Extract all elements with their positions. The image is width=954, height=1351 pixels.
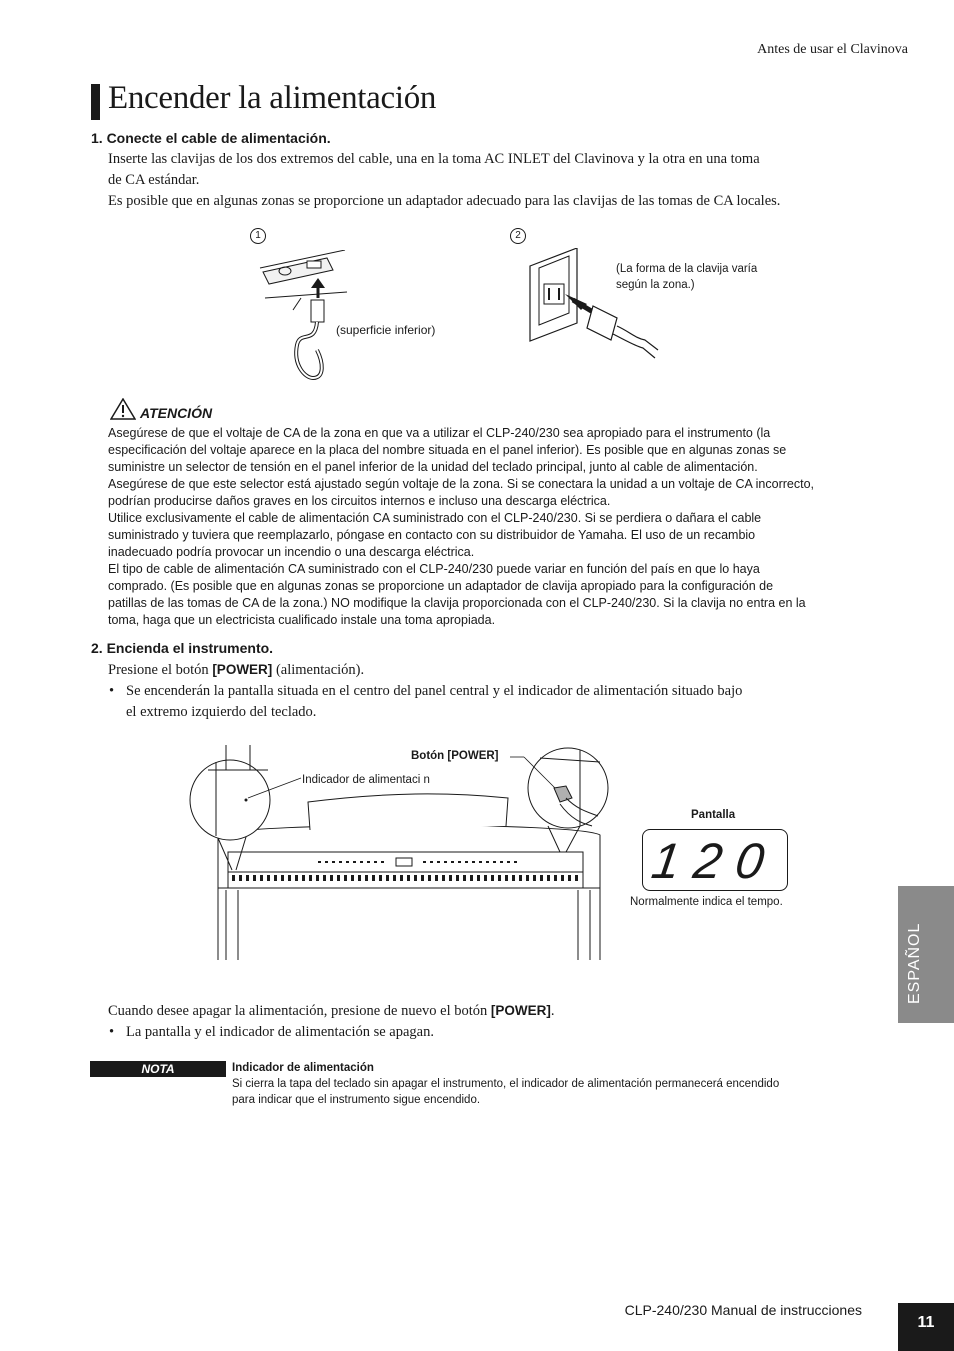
footer-manual-title: CLP-240/230 Manual de instrucciones xyxy=(624,1302,862,1318)
figure1-marker-2: 2 xyxy=(510,228,526,244)
caution-line: podrían producirse daños graves en los circuitos internos e incluso una descarga eléctrica. xyxy=(108,494,611,508)
label-plug-shape xyxy=(616,261,757,293)
ac-inlet-illustration xyxy=(255,250,355,385)
running-head: Antes de usar el Clavinova xyxy=(757,42,908,57)
title-bar xyxy=(91,84,100,120)
power-button-ref-2: [POWER] xyxy=(490,1003,551,1018)
note-title: Indicador de alimentación xyxy=(232,1062,374,1074)
language-tab-label: ESPAÑOL xyxy=(906,922,923,1004)
note-text xyxy=(232,1060,779,1108)
step2-bullet-line2: el extremo izquierdo del teclado. xyxy=(126,704,317,720)
caution-line: comprado. (Es posible que en algunas zonas se proporcione un adaptador de clavija apropiado para la configuración de xyxy=(108,579,774,593)
caution-line: El tipo de cable de alimentación CA suministrado con el CLP-240/230 puede variar en función del país en que lo haya xyxy=(108,562,760,576)
page-number: 11 xyxy=(898,1303,954,1351)
step2-heading: 2. Encienda el instrumento. xyxy=(91,640,274,656)
power-off-bullet: • La pantalla y el indicador de alimentación se apagan. xyxy=(126,1022,434,1043)
label-tempo: Normalmente indica el tempo. xyxy=(630,896,783,908)
step1-line3: Es posible que en algunas zonas se proporcione un adaptador adecuado para las clavijas de las tomas de CA locales. xyxy=(108,193,781,209)
step2-press-text xyxy=(108,659,364,681)
power-off-text xyxy=(108,1000,555,1022)
label-plug-line1: (La forma de la clavija varía xyxy=(616,263,758,275)
display-panel xyxy=(642,829,788,891)
note-line2: para indicar que el instrumento sigue encendido. xyxy=(232,1094,481,1106)
step1-heading: 1. Conecte el cable de alimentación. xyxy=(91,130,331,146)
press-prefix: Presione el botón xyxy=(108,662,213,678)
caution-line: suministre un selector de tensión en el panel inferior de la unidad del teclado principal, junto al cable de alimentación. xyxy=(108,460,758,474)
label-display: Pantalla xyxy=(691,809,736,821)
power-off-suffix: . xyxy=(550,1003,555,1019)
page-title: Encender la alimentación xyxy=(108,80,437,116)
power-button-ref: [POWER] xyxy=(212,662,273,677)
press-suffix: (alimentación). xyxy=(272,662,365,678)
warning-icon xyxy=(110,398,136,420)
label-plug-line2: según la zona.) xyxy=(616,279,695,291)
step1-line1: Inserte las clavijas de los dos extremos del cable, una en la toma AC INLET del Clavinova y la otra en una toma xyxy=(108,151,760,167)
caution-line: inadecuado podría provocar un incendio o una descarga eléctrica. xyxy=(108,545,475,559)
label-bottom-surface: (superficie inferior) xyxy=(336,323,436,337)
label-power-indicator: Indicador de alimentaci n xyxy=(302,774,430,786)
label-power-button: Botón [POWER] xyxy=(411,750,499,762)
figure1-marker-1: 1 xyxy=(250,228,266,244)
step1-line2: de CA estándar. xyxy=(108,172,200,188)
step2-bullet xyxy=(126,681,742,723)
display-value: 120 xyxy=(648,833,782,889)
caution-line: Asegúrese de que el voltaje de CA de la zona en que va a utilizar el CLP-240/230 sea apropiado para el instrumento (la xyxy=(108,426,771,440)
caution-line: suministrado y tuviera que reemplazarlo, póngase en contacto con su distribuidor de Yamaha. El uso de un recambio xyxy=(108,528,756,542)
caution-line: Asegúrese de que este selector está ajustado según voltaje de la zona. Si se conectara la unidad a un voltaje de CA incorrecto, xyxy=(108,477,815,491)
language-tab xyxy=(898,886,954,1023)
note-line1: Si cierra la tapa del teclado sin apagar el instrumento, el indicador de alimentación permanecerá encendido xyxy=(232,1078,780,1090)
caution-title: ATENCIÓN xyxy=(140,405,213,421)
caution-line: patillas de las tomas de CA de la zona.) NO modifique la clavija proporcionada con el CLP-240/230. Si la clavija no entra en la xyxy=(108,596,806,610)
power-off-prefix: Cuando desee apagar la alimentación, presione de nuevo el botón xyxy=(108,1003,491,1019)
step1-text xyxy=(108,149,780,212)
caution-line: Utilice exclusivamente el cable de alimentación CA suministrado con el CLP-240/230. Si se perdiera o dañara el cable xyxy=(108,511,762,525)
caution-text xyxy=(108,425,814,629)
caution-line: toma, haga que un electricista cualificado instale una toma apropiada. xyxy=(108,613,496,627)
note-badge: NOTA xyxy=(90,1061,226,1077)
step2-bullet-line1: • Se encenderán la pantalla situada en el centro del panel central y el indicador de alimentación situado bajo xyxy=(126,683,743,699)
caution-line: especificación del voltaje aparece en la placa del nombre situada en el panel inferior). Es posible que en algunas zonas se xyxy=(108,443,787,457)
